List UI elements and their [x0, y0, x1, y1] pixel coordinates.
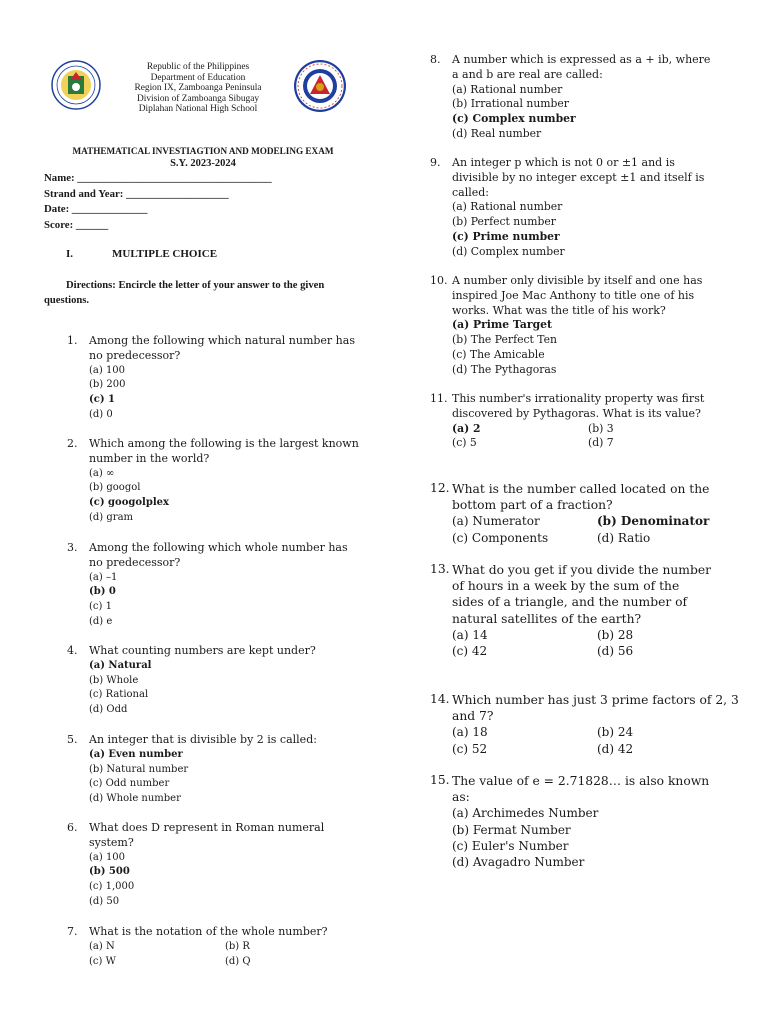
- option-d[interactable]: (d) 42: [597, 741, 634, 756]
- question-number: 1.: [67, 334, 78, 347]
- option-a[interactable]: (a) Even number: [89, 748, 183, 760]
- option-d[interactable]: (d) e: [89, 615, 113, 627]
- option-b[interactable]: (b) Denominator: [597, 514, 710, 529]
- question-text: What counting numbers are kept under?: [89, 644, 316, 657]
- option-d[interactable]: (d) Real number: [452, 126, 542, 140]
- option-c[interactable]: (c) The Amicable: [452, 347, 545, 361]
- header-line-republic: Republic of the Philippines: [146, 62, 250, 72]
- option-c[interactable]: (c) 5: [452, 436, 477, 450]
- school-year: S.Y. 2023-2024: [170, 158, 236, 169]
- question-number: 6.: [67, 821, 78, 834]
- question-text: What is the number called located on the bottom part of a fraction?: [452, 482, 710, 513]
- name-field: Name: ____________________________________: [44, 172, 272, 184]
- question-number: 13.: [430, 562, 450, 576]
- deped-region-seal-icon: [51, 60, 101, 110]
- option-a[interactable]: (a) Rational number: [452, 200, 563, 214]
- question-number: 9.: [430, 156, 441, 169]
- directions: Directions: Encircle the letter of your answer to the given questions.: [44, 280, 325, 306]
- option-d[interactable]: (d) 7: [588, 436, 614, 450]
- question-number: 4.: [67, 644, 78, 657]
- question-text: Which among the following is the largest known number in the world?: [89, 437, 359, 465]
- option-a[interactable]: (a) N: [89, 940, 115, 952]
- option-c[interactable]: (c) 1: [89, 601, 112, 613]
- question-text: What does D represent in Roman numeral system?: [89, 821, 325, 849]
- option-b[interactable]: (b) 3: [588, 421, 614, 435]
- question-text: A number which is expressed as a + ib, where a and b are real are called:: [452, 53, 711, 81]
- question-text: An integer p which is not 0 or ±1 and is divisible by no integer except ±1 and itself is called:: [452, 156, 705, 199]
- option-d[interactable]: (d) 50: [89, 895, 120, 907]
- option-c[interactable]: (c) Complex number: [452, 112, 576, 126]
- header-line-school: Diplahan National High School: [138, 104, 258, 115]
- option-d[interactable]: (d) Q: [225, 955, 251, 967]
- option-a[interactable]: (a) 2: [452, 421, 481, 435]
- option-a[interactable]: (a) Prime Target: [452, 318, 553, 332]
- option-d[interactable]: (d) 56: [597, 644, 634, 659]
- deped-seal-icon: [294, 60, 346, 112]
- option-a[interactable]: (a) Numerator: [452, 514, 540, 529]
- score-field: Score: ______: [44, 219, 109, 231]
- option-c[interactable]: (c) W: [89, 955, 116, 967]
- header-line-department: Department of Education: [150, 72, 246, 83]
- question-number: 3.: [67, 541, 78, 554]
- option-c[interactable]: (c) 1: [89, 394, 115, 406]
- section-title: MULTIPLE CHOICE: [112, 248, 218, 260]
- option-c[interactable]: (c) Rational: [89, 689, 149, 701]
- option-b[interactable]: (b) googol: [89, 482, 141, 494]
- option-b[interactable]: (b) R: [225, 940, 250, 952]
- question-number: 8.: [430, 53, 441, 66]
- section-number: I.: [66, 248, 74, 260]
- option-d[interactable]: (d) Avagadro Number: [452, 855, 585, 870]
- option-c[interactable]: (c) 52: [452, 741, 488, 756]
- question-number: 14.: [430, 692, 450, 706]
- option-b[interactable]: (b) 500: [89, 866, 130, 878]
- question-text: Among the following which natural number has no predecessor?: [89, 334, 355, 362]
- option-b[interactable]: (b) 28: [597, 627, 634, 642]
- question-text: What is the notation of the whole number?: [89, 925, 328, 938]
- header-line-region: Region IX, Zamboanga Peninsula: [134, 83, 262, 94]
- option-b[interactable]: (b) Natural number: [89, 763, 189, 775]
- option-d[interactable]: (d) Whole number: [89, 793, 181, 805]
- question-text: Which number has just 3 prime factors of 2, 3 and 7?: [452, 693, 739, 724]
- option-b[interactable]: (b) Fermat Number: [452, 822, 571, 837]
- question-number: 5.: [67, 733, 78, 746]
- question-text: A number only divisible by itself and one has inspired Joe Mac Anthony to title one of his works. What was the title of his work?: [452, 274, 703, 317]
- school-header: [100, 62, 296, 115]
- option-c[interactable]: (c) 42: [452, 644, 488, 659]
- option-b[interactable]: (b) Irrational number: [452, 97, 569, 111]
- question-text: What do you get if you divide the number of hours in a week by the sum of the sides of a triangle, and the number of natural satellites of the earth?: [452, 563, 711, 626]
- strand-year-field: Strand and Year: ___________________: [44, 188, 229, 200]
- option-b[interactable]: (b) The Perfect Ten: [452, 333, 557, 347]
- option-d[interactable]: (d) gram: [89, 511, 134, 523]
- question-text: An integer that is divisible by 2 is called:: [89, 733, 317, 746]
- question-text: Among the following which whole number has no predecessor?: [89, 541, 348, 569]
- option-a[interactable]: (a) 100: [89, 364, 126, 376]
- option-c[interactable]: (c) Euler's Number: [452, 838, 569, 853]
- option-a[interactable]: (a) 18: [452, 725, 488, 740]
- question-number: 7.: [67, 925, 78, 938]
- question-number: 11.: [430, 392, 448, 405]
- date-field: Date: ______________: [44, 203, 148, 215]
- question-number: 2.: [67, 437, 78, 450]
- option-c[interactable]: (c) 1,000: [89, 881, 135, 893]
- option-c[interactable]: (c) Components: [452, 530, 549, 545]
- option-a[interactable]: (a) Rational number: [452, 82, 563, 96]
- option-d[interactable]: (d) Odd: [89, 704, 128, 716]
- option-d[interactable]: (d) Ratio: [597, 530, 651, 545]
- option-b[interactable]: (b) Whole: [89, 674, 139, 686]
- question-number: 15.: [430, 773, 450, 787]
- option-d[interactable]: (d) Complex number: [452, 244, 565, 258]
- exam-title: MATHEMATICAL INVESTIAGTION AND MODELING EXAM: [72, 146, 334, 156]
- question-number: 12.: [430, 481, 450, 495]
- question-text: The value of e = 2.71828… is also known as:: [452, 774, 710, 805]
- option-b[interactable]: (b) 24: [597, 725, 634, 740]
- header-line-division: Division of Zamboanga Sibugay: [136, 93, 260, 104]
- option-a[interactable]: (a) ∞: [89, 467, 115, 479]
- option-a[interactable]: (a) 100: [89, 851, 126, 863]
- option-d[interactable]: (d) 0: [89, 408, 113, 420]
- option-d[interactable]: (d) The Pythagoras: [452, 362, 557, 376]
- option-b[interactable]: (b) 200: [89, 379, 126, 391]
- question-number: 10.: [430, 274, 448, 287]
- option-a[interactable]: (a) –1: [89, 571, 118, 583]
- option-a[interactable]: (a) Natural: [89, 659, 152, 671]
- option-a[interactable]: (a) Archimedes Number: [452, 806, 599, 821]
- option-b[interactable]: (b) Perfect number: [452, 215, 556, 229]
- option-c[interactable]: (c) Prime number: [452, 229, 560, 243]
- option-b[interactable]: (b) 0: [89, 586, 116, 598]
- option-c[interactable]: (c) Odd number: [89, 778, 170, 790]
- option-c[interactable]: (c) googolplex: [89, 497, 169, 509]
- question-text: This number's irrationality property was first discovered by Pythagoras. What is its value?: [452, 392, 705, 420]
- option-a[interactable]: (a) 14: [452, 627, 488, 642]
